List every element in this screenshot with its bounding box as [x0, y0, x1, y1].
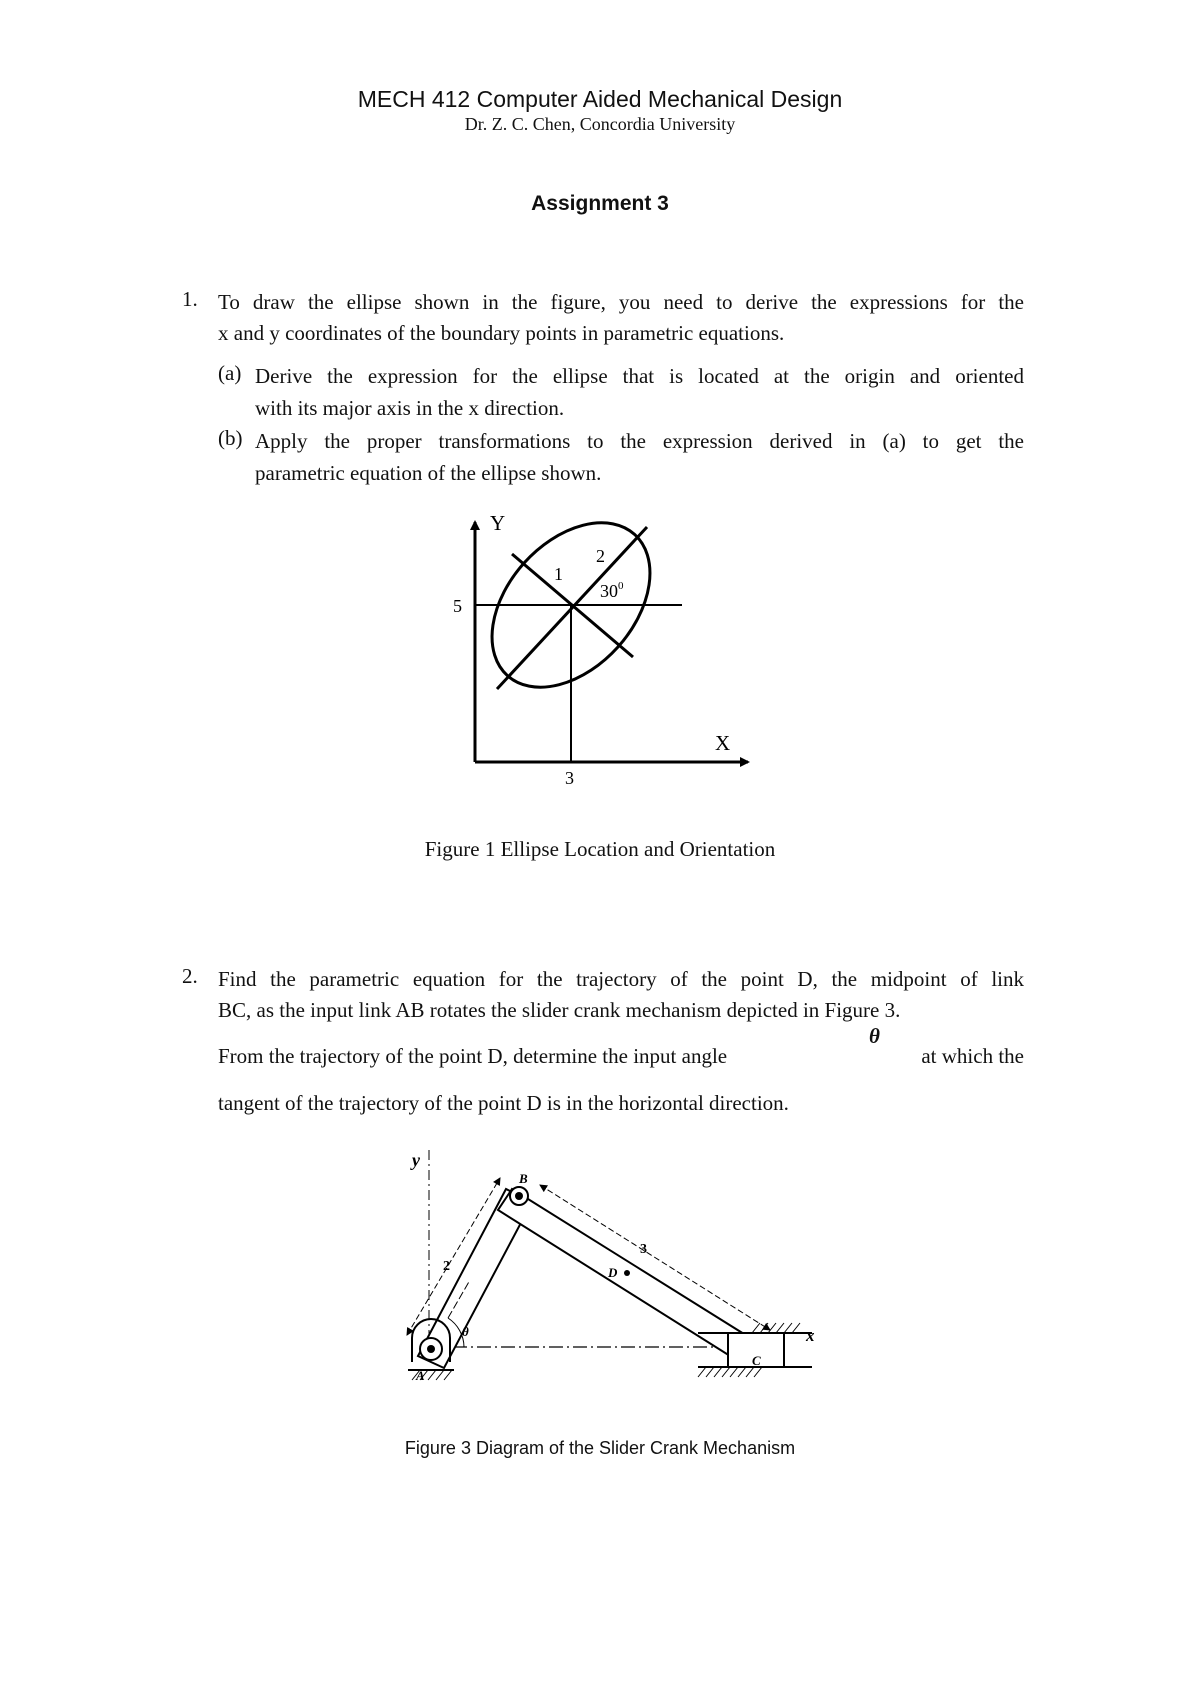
question-1a-line-2: with its major axis in the x direction. — [255, 396, 565, 420]
question-1-line-2: x and y coordinates of the boundary points in parametric equations. — [218, 321, 785, 345]
author-line: Dr. Z. C. Chen, Concordia University — [464, 114, 736, 134]
question-2-line-2: BC, as the input link AB rotates the slider crank mechanism depicted in Figure 3. — [218, 998, 901, 1022]
x-axis-label: x — [806, 1326, 815, 1345]
figure-3-caption: Figure 3 Diagram of the Slider Crank Mechanism — [404, 1438, 796, 1458]
question-2-line-4: tangent of the trajectory of the point D is in the horizontal direction. — [218, 1091, 789, 1115]
y-axis-label: Y — [490, 511, 506, 535]
link-ab-length-label: 2 — [443, 1259, 450, 1274]
point-b-label: B — [519, 1171, 528, 1186]
point-d-label: D — [608, 1265, 618, 1280]
point-d-marker — [624, 1270, 630, 1276]
question-2-line-1: Find the parametric equation for the trajectory of the point D, the midpoint of link — [218, 967, 1024, 991]
question-1a-line-1: Derive the expression for the ellipse that is located at the origin and oriented — [255, 364, 1024, 388]
minor-axis-label: 1 — [554, 564, 563, 584]
question-1b-line-2: parametric equation of the ellipse shown. — [255, 461, 602, 485]
course-title: MECH 412 Computer Aided Mechanical Design — [357, 86, 843, 112]
question-1-line-1: To draw the ellipse shown in the figure, you need to derive the expressions for the — [218, 290, 1024, 314]
question-2-number: 2. — [182, 964, 198, 988]
assignment-title: Assignment 3 — [531, 192, 669, 215]
point-c-label: C — [752, 1353, 761, 1368]
x-axis-label: X — [715, 731, 731, 755]
question-2-line-3-end: at which the — [921, 1044, 1024, 1068]
angle-label: $30^0$ — [600, 580, 624, 601]
y-axis-label: y — [412, 1150, 420, 1170]
figure-3-slider-crank-diagram — [0, 1140, 1200, 1390]
point-a-label: A — [416, 1368, 425, 1383]
x-tick-label: 3 — [565, 768, 574, 788]
figure-1-ellipse-diagram — [0, 0, 1200, 820]
question-1a-label: (a) — [218, 361, 242, 385]
theta-symbol: θ — [869, 1024, 880, 1048]
question-1b-line-1: Apply the proper transformations to the expression derived in (a) to get the — [255, 429, 1024, 453]
question-2-line-3-start: From the trajectory of the point D, determine the input angle — [218, 1044, 728, 1068]
question-1-number: 1. — [182, 287, 198, 311]
major-axis-label: 2 — [596, 546, 605, 566]
question-1b-label: (b) — [218, 426, 243, 450]
figure-1-caption: Figure 1 Ellipse Location and Orientation — [424, 837, 776, 861]
link-bc-length-label: 3 — [640, 1242, 647, 1257]
question-2-line-3 — [218, 1024, 1024, 1072]
y-tick-label: 5 — [453, 596, 462, 616]
angle-theta-label: θ — [462, 1324, 469, 1339]
